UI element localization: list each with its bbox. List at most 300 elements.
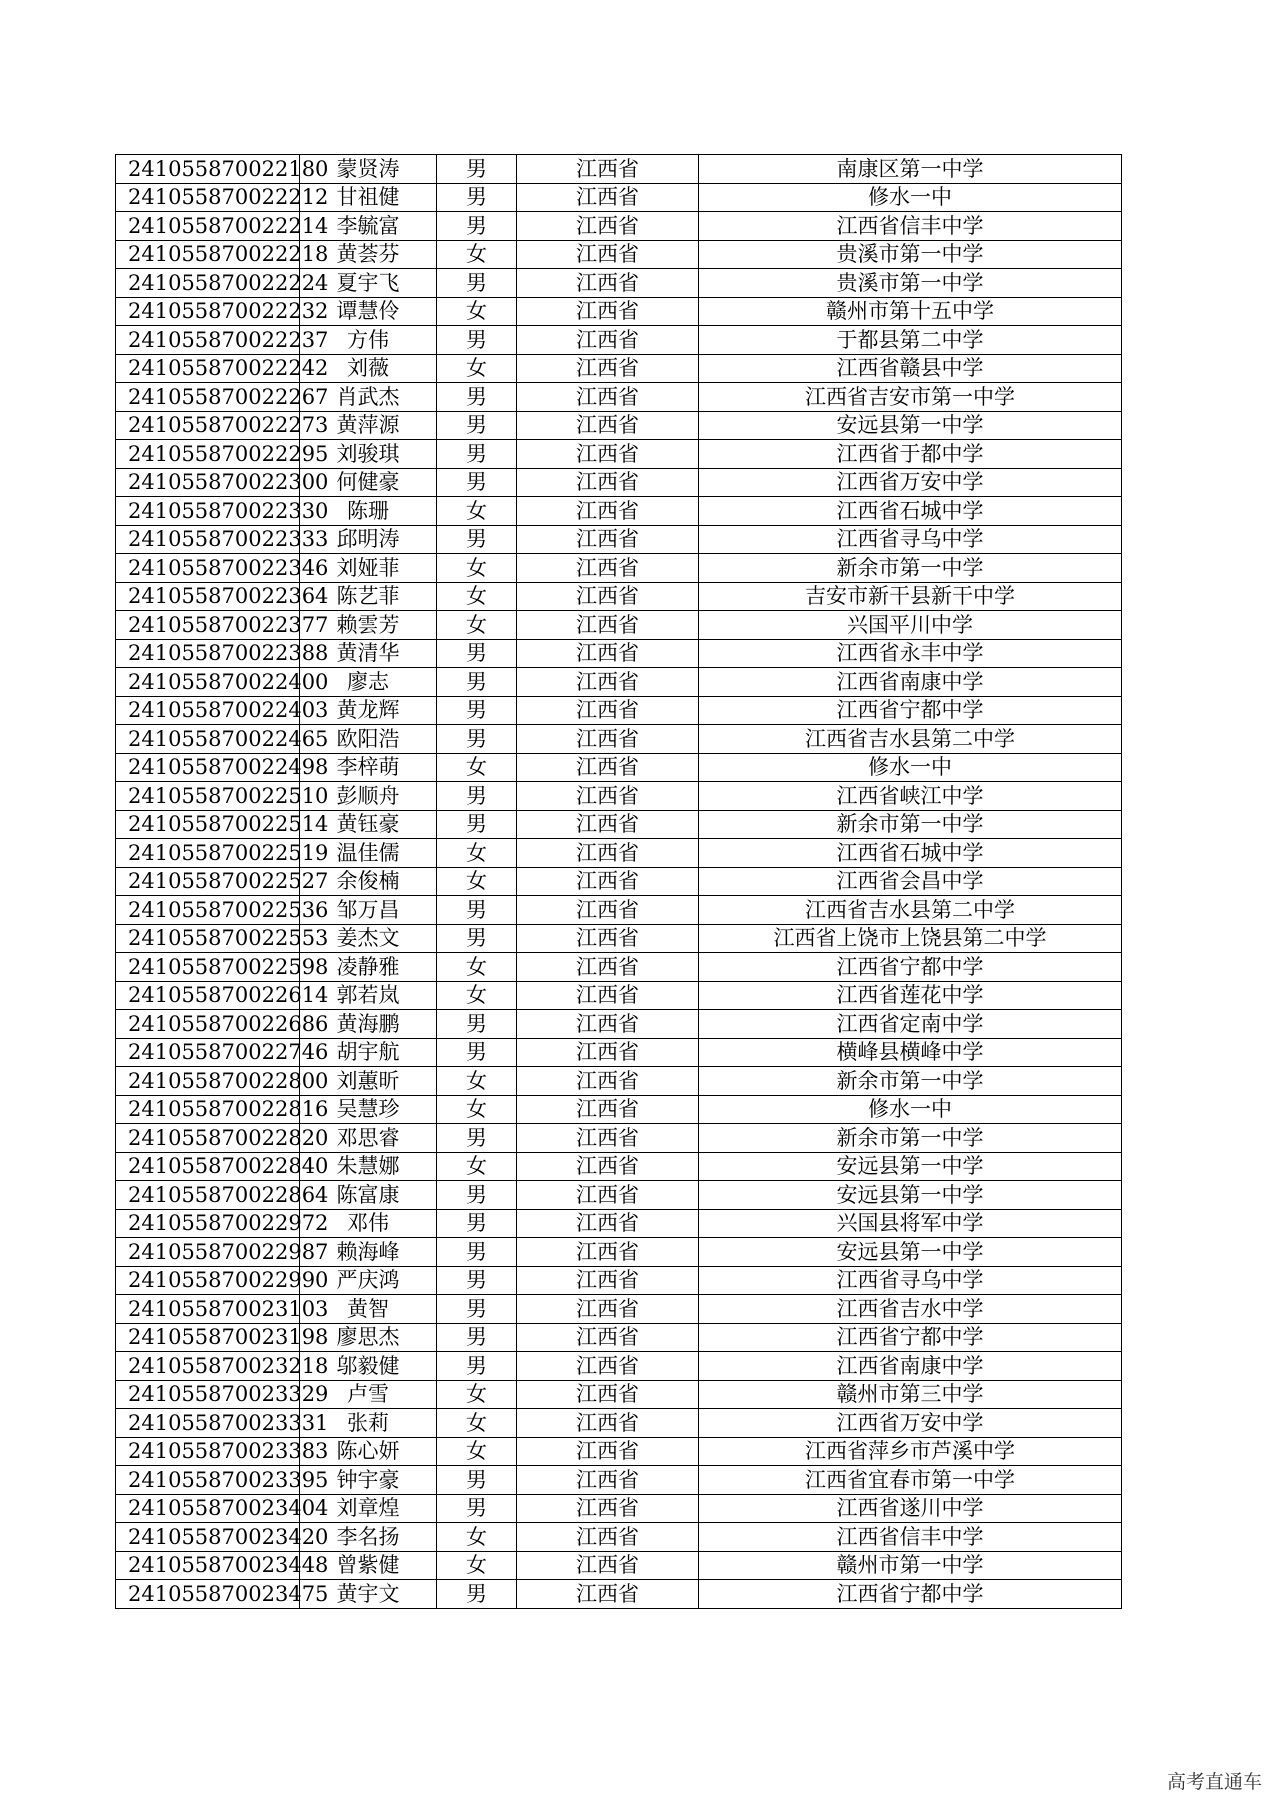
school-cell: 江西省信丰中学 (699, 212, 1122, 241)
province-cell: 江西省 (517, 1551, 699, 1580)
table-row (116, 668, 1122, 697)
school-cell: 江西省会昌中学 (699, 867, 1122, 896)
exam-number-cell: 241055870022514 (116, 810, 300, 839)
province-cell: 江西省 (517, 953, 699, 982)
student-name-cell: 曾紫健 (300, 1551, 437, 1580)
student-name-cell: 卢雪 (300, 1380, 437, 1409)
exam-number-cell: 241055870023448 (116, 1551, 300, 1580)
exam-number-cell: 241055870022465 (116, 725, 300, 754)
exam-number-cell: 241055870023420 (116, 1523, 300, 1552)
gender-cell: 女 (437, 753, 517, 782)
province-cell: 江西省 (517, 1238, 699, 1267)
table-row (116, 1295, 1122, 1324)
table-row (116, 639, 1122, 668)
student-name-cell: 黄智 (300, 1295, 437, 1324)
exam-number-cell: 241055870022553 (116, 924, 300, 953)
table-row (116, 611, 1122, 640)
exam-number-cell: 241055870022295 (116, 440, 300, 469)
province-cell: 江西省 (517, 497, 699, 526)
table-row (116, 183, 1122, 212)
province-cell: 江西省 (517, 582, 699, 611)
gender-cell: 男 (437, 1181, 517, 1210)
gender-cell: 女 (437, 1551, 517, 1580)
school-cell: 江西省赣县中学 (699, 354, 1122, 383)
exam-number-cell: 241055870023198 (116, 1323, 300, 1352)
table-row (116, 782, 1122, 811)
student-name-cell: 陈艺菲 (300, 582, 437, 611)
province-cell: 江西省 (517, 924, 699, 953)
table-row (116, 383, 1122, 412)
province-cell: 江西省 (517, 183, 699, 212)
exam-number-cell: 241055870022746 (116, 1038, 300, 1067)
school-cell: 南康区第一中学 (699, 155, 1122, 184)
gender-cell: 女 (437, 981, 517, 1010)
gender-cell: 男 (437, 468, 517, 497)
exam-number-cell: 241055870023475 (116, 1580, 300, 1609)
student-name-cell: 邬毅健 (300, 1352, 437, 1381)
gender-cell: 女 (437, 354, 517, 383)
province-cell: 江西省 (517, 1523, 699, 1552)
school-cell: 贵溪市第一中学 (699, 269, 1122, 298)
province-cell: 江西省 (517, 440, 699, 469)
table-row (116, 839, 1122, 868)
exam-number-cell: 241055870022972 (116, 1209, 300, 1238)
exam-number-cell: 241055870023395 (116, 1466, 300, 1495)
table-row (116, 212, 1122, 241)
exam-number-cell: 241055870022214 (116, 212, 300, 241)
student-name-cell: 谭慧伶 (300, 297, 437, 326)
gender-cell: 男 (437, 1038, 517, 1067)
student-name-cell: 凌静雅 (300, 953, 437, 982)
exam-number-cell: 241055870022510 (116, 782, 300, 811)
student-name-cell: 赖海峰 (300, 1238, 437, 1267)
exam-number-cell: 241055870022614 (116, 981, 300, 1010)
province-cell: 江西省 (517, 1352, 699, 1381)
school-cell: 江西省万安中学 (699, 468, 1122, 497)
gender-cell: 男 (437, 1209, 517, 1238)
student-name-cell: 黄龙辉 (300, 696, 437, 725)
school-cell: 江西省遂川中学 (699, 1494, 1122, 1523)
student-name-cell: 郭若岚 (300, 981, 437, 1010)
province-cell: 江西省 (517, 725, 699, 754)
table-row (116, 1266, 1122, 1295)
school-cell: 修水一中 (699, 183, 1122, 212)
gender-cell: 男 (437, 1124, 517, 1153)
gender-cell: 女 (437, 582, 517, 611)
school-cell: 江西省宁都中学 (699, 953, 1122, 982)
school-cell: 安远县第一中学 (699, 1181, 1122, 1210)
school-cell: 新余市第一中学 (699, 554, 1122, 583)
table-row (116, 525, 1122, 554)
province-cell: 江西省 (517, 1152, 699, 1181)
school-cell: 江西省宁都中学 (699, 1323, 1122, 1352)
province-cell: 江西省 (517, 468, 699, 497)
student-name-cell: 甘祖健 (300, 183, 437, 212)
exam-number-cell: 241055870022820 (116, 1124, 300, 1153)
student-name-cell: 邓思睿 (300, 1124, 437, 1153)
school-cell: 江西省定南中学 (699, 1010, 1122, 1039)
gender-cell: 男 (437, 440, 517, 469)
student-name-cell: 邓伟 (300, 1209, 437, 1238)
student-name-cell: 方伟 (300, 326, 437, 355)
exam-number-cell: 241055870022840 (116, 1152, 300, 1181)
student-name-cell: 余俊楠 (300, 867, 437, 896)
gender-cell: 男 (437, 725, 517, 754)
table-row (116, 497, 1122, 526)
table-row (116, 155, 1122, 184)
exam-number-cell: 241055870022224 (116, 269, 300, 298)
student-name-cell: 邱明涛 (300, 525, 437, 554)
province-cell: 江西省 (517, 1580, 699, 1609)
exam-number-cell: 241055870022377 (116, 611, 300, 640)
student-name-cell: 李梓萌 (300, 753, 437, 782)
table-row (116, 1152, 1122, 1181)
student-name-cell: 李名扬 (300, 1523, 437, 1552)
school-cell: 江西省萍乡市芦溪中学 (699, 1437, 1122, 1466)
table-row (116, 1551, 1122, 1580)
school-cell: 江西省永丰中学 (699, 639, 1122, 668)
student-list-table (115, 154, 1122, 1609)
gender-cell: 女 (437, 867, 517, 896)
province-cell: 江西省 (517, 668, 699, 697)
school-cell: 安远县第一中学 (699, 1152, 1122, 1181)
table-row (116, 867, 1122, 896)
school-cell: 新余市第一中学 (699, 1124, 1122, 1153)
gender-cell: 男 (437, 896, 517, 925)
table-row (116, 725, 1122, 754)
table-row (116, 240, 1122, 269)
gender-cell: 女 (437, 1409, 517, 1438)
province-cell: 江西省 (517, 1380, 699, 1409)
gender-cell: 女 (437, 1523, 517, 1552)
table-row (116, 440, 1122, 469)
school-cell: 贵溪市第一中学 (699, 240, 1122, 269)
student-name-cell: 刘薇 (300, 354, 437, 383)
student-name-cell: 廖志 (300, 668, 437, 697)
student-name-cell: 李毓富 (300, 212, 437, 241)
school-cell: 修水一中 (699, 1095, 1122, 1124)
table-row (116, 1494, 1122, 1523)
table-row (116, 1323, 1122, 1352)
exam-number-cell: 241055870022346 (116, 554, 300, 583)
school-cell: 新余市第一中学 (699, 810, 1122, 839)
student-name-cell: 朱慧娜 (300, 1152, 437, 1181)
table-row (116, 411, 1122, 440)
gender-cell: 男 (437, 810, 517, 839)
school-cell: 安远县第一中学 (699, 1238, 1122, 1267)
table-row (116, 896, 1122, 925)
exam-number-cell: 241055870022800 (116, 1067, 300, 1096)
gender-cell: 男 (437, 155, 517, 184)
gender-cell: 男 (437, 1266, 517, 1295)
exam-number-cell: 241055870022519 (116, 839, 300, 868)
school-cell: 江西省石城中学 (699, 839, 1122, 868)
exam-number-cell: 241055870023404 (116, 1494, 300, 1523)
province-cell: 江西省 (517, 611, 699, 640)
table-row (116, 1181, 1122, 1210)
province-cell: 江西省 (517, 1067, 699, 1096)
gender-cell: 男 (437, 383, 517, 412)
exam-number-cell: 241055870022333 (116, 525, 300, 554)
gender-cell: 女 (437, 1095, 517, 1124)
student-name-cell: 欧阳浩 (300, 725, 437, 754)
student-name-cell: 赖雲芳 (300, 611, 437, 640)
gender-cell: 男 (437, 696, 517, 725)
table-row (116, 1409, 1122, 1438)
exam-number-cell: 241055870022388 (116, 639, 300, 668)
exam-number-cell: 241055870023218 (116, 1352, 300, 1381)
province-cell: 江西省 (517, 1124, 699, 1153)
table-row (116, 1209, 1122, 1238)
table-row (116, 1095, 1122, 1124)
province-cell: 江西省 (517, 810, 699, 839)
exam-number-cell: 241055870022686 (116, 1010, 300, 1039)
student-name-cell: 钟宇豪 (300, 1466, 437, 1495)
student-name-cell: 廖思杰 (300, 1323, 437, 1352)
student-name-cell: 黄萍源 (300, 411, 437, 440)
province-cell: 江西省 (517, 1466, 699, 1495)
school-cell: 于都县第二中学 (699, 326, 1122, 355)
exam-number-cell: 241055870022242 (116, 354, 300, 383)
student-name-cell: 刘娅菲 (300, 554, 437, 583)
gender-cell: 男 (437, 639, 517, 668)
exam-number-cell: 241055870022498 (116, 753, 300, 782)
school-cell: 兴国县将军中学 (699, 1209, 1122, 1238)
school-cell: 江西省吉水中学 (699, 1295, 1122, 1324)
table-row (116, 354, 1122, 383)
school-cell: 江西省南康中学 (699, 668, 1122, 697)
exam-number-cell: 241055870022987 (116, 1238, 300, 1267)
gender-cell: 男 (437, 1494, 517, 1523)
province-cell: 江西省 (517, 639, 699, 668)
gender-cell: 男 (437, 525, 517, 554)
student-name-cell: 陈心妍 (300, 1437, 437, 1466)
school-cell: 江西省万安中学 (699, 1409, 1122, 1438)
gender-cell: 女 (437, 297, 517, 326)
student-name-cell: 肖武杰 (300, 383, 437, 412)
student-name-cell: 温佳儒 (300, 839, 437, 868)
student-name-cell: 黄宇文 (300, 1580, 437, 1609)
province-cell: 江西省 (517, 839, 699, 868)
province-cell: 江西省 (517, 354, 699, 383)
student-name-cell: 张莉 (300, 1409, 437, 1438)
exam-number-cell: 241055870023103 (116, 1295, 300, 1324)
gender-cell: 女 (437, 1437, 517, 1466)
table-row (116, 297, 1122, 326)
table-row (116, 981, 1122, 1010)
school-cell: 江西省南康中学 (699, 1352, 1122, 1381)
gender-cell: 女 (437, 554, 517, 583)
province-cell: 江西省 (517, 981, 699, 1010)
gender-cell: 男 (437, 1580, 517, 1609)
student-name-cell: 何健豪 (300, 468, 437, 497)
gender-cell: 女 (437, 611, 517, 640)
school-cell: 江西省吉水县第二中学 (699, 725, 1122, 754)
province-cell: 江西省 (517, 240, 699, 269)
school-cell: 江西省峡江中学 (699, 782, 1122, 811)
province-cell: 江西省 (517, 1295, 699, 1324)
province-cell: 江西省 (517, 896, 699, 925)
province-cell: 江西省 (517, 1209, 699, 1238)
province-cell: 江西省 (517, 326, 699, 355)
province-cell: 江西省 (517, 782, 699, 811)
table-row (116, 582, 1122, 611)
table-row (116, 1038, 1122, 1067)
table-row (116, 554, 1122, 583)
student-name-cell: 陈珊 (300, 497, 437, 526)
exam-number-cell: 241055870023331 (116, 1409, 300, 1438)
gender-cell: 男 (437, 1295, 517, 1324)
student-name-cell: 黄清华 (300, 639, 437, 668)
exam-number-cell: 241055870022403 (116, 696, 300, 725)
gender-cell: 女 (437, 240, 517, 269)
school-cell: 横峰县横峰中学 (699, 1038, 1122, 1067)
student-name-cell: 刘蕙昕 (300, 1067, 437, 1096)
gender-cell: 男 (437, 212, 517, 241)
gender-cell: 男 (437, 924, 517, 953)
student-name-cell: 刘章煌 (300, 1494, 437, 1523)
school-cell: 江西省寻乌中学 (699, 1266, 1122, 1295)
exam-number-cell: 241055870022527 (116, 867, 300, 896)
province-cell: 江西省 (517, 1409, 699, 1438)
student-name-cell: 蒙贤涛 (300, 155, 437, 184)
school-cell: 江西省石城中学 (699, 497, 1122, 526)
exam-number-cell: 241055870023329 (116, 1380, 300, 1409)
gender-cell: 女 (437, 839, 517, 868)
province-cell: 江西省 (517, 297, 699, 326)
exam-number-cell: 241055870022273 (116, 411, 300, 440)
province-cell: 江西省 (517, 554, 699, 583)
province-cell: 江西省 (517, 1095, 699, 1124)
student-name-cell: 陈富康 (300, 1181, 437, 1210)
exam-number-cell: 241055870022300 (116, 468, 300, 497)
school-cell: 赣州市第一中学 (699, 1551, 1122, 1580)
gender-cell: 男 (437, 326, 517, 355)
province-cell: 江西省 (517, 696, 699, 725)
exam-number-cell: 241055870022864 (116, 1181, 300, 1210)
school-cell: 新余市第一中学 (699, 1067, 1122, 1096)
province-cell: 江西省 (517, 1266, 699, 1295)
province-cell: 江西省 (517, 155, 699, 184)
table-row (116, 1380, 1122, 1409)
table-row (116, 269, 1122, 298)
student-name-cell: 黄钰豪 (300, 810, 437, 839)
exam-number-cell: 241055870022990 (116, 1266, 300, 1295)
table-row (116, 696, 1122, 725)
province-cell: 江西省 (517, 212, 699, 241)
exam-number-cell: 241055870022180 (116, 155, 300, 184)
table-row (116, 1437, 1122, 1466)
exam-number-cell: 241055870022237 (116, 326, 300, 355)
student-name-cell: 黄海鹏 (300, 1010, 437, 1039)
exam-number-cell: 241055870022212 (116, 183, 300, 212)
province-cell: 江西省 (517, 383, 699, 412)
student-name-cell: 黄荟芬 (300, 240, 437, 269)
school-cell: 江西省寻乌中学 (699, 525, 1122, 554)
province-cell: 江西省 (517, 1181, 699, 1210)
school-cell: 赣州市第十五中学 (699, 297, 1122, 326)
province-cell: 江西省 (517, 1038, 699, 1067)
gender-cell: 女 (437, 1152, 517, 1181)
school-cell: 赣州市第三中学 (699, 1380, 1122, 1409)
table-row (116, 1352, 1122, 1381)
gender-cell: 女 (437, 1380, 517, 1409)
gender-cell: 男 (437, 1466, 517, 1495)
gender-cell: 男 (437, 411, 517, 440)
school-cell: 江西省于都中学 (699, 440, 1122, 469)
student-name-cell: 吴慧珍 (300, 1095, 437, 1124)
province-cell: 江西省 (517, 1010, 699, 1039)
school-cell: 江西省宜春市第一中学 (699, 1466, 1122, 1495)
school-cell: 江西省信丰中学 (699, 1523, 1122, 1552)
student-name-cell: 严庆鸿 (300, 1266, 437, 1295)
province-cell: 江西省 (517, 411, 699, 440)
school-cell: 江西省吉安市第一中学 (699, 383, 1122, 412)
gender-cell: 男 (437, 782, 517, 811)
gender-cell: 男 (437, 1238, 517, 1267)
exam-number-cell: 241055870022267 (116, 383, 300, 412)
table-row (116, 1466, 1122, 1495)
exam-number-cell: 241055870022330 (116, 497, 300, 526)
province-cell: 江西省 (517, 525, 699, 554)
student-name-cell: 彭顺舟 (300, 782, 437, 811)
school-cell: 安远县第一中学 (699, 411, 1122, 440)
school-cell: 江西省莲花中学 (699, 981, 1122, 1010)
school-cell: 江西省上饶市上饶县第二中学 (699, 924, 1122, 953)
school-cell: 修水一中 (699, 753, 1122, 782)
table-row (116, 924, 1122, 953)
watermark-text: 高考直通车 (1166, 1771, 1262, 1793)
province-cell: 江西省 (517, 269, 699, 298)
gender-cell: 女 (437, 497, 517, 526)
exam-number-cell: 241055870022536 (116, 896, 300, 925)
gender-cell: 男 (437, 1010, 517, 1039)
gender-cell: 男 (437, 183, 517, 212)
exam-number-cell: 241055870022400 (116, 668, 300, 697)
table-row (116, 1523, 1122, 1552)
table-row (116, 953, 1122, 982)
student-name-cell: 邹万昌 (300, 896, 437, 925)
table-row (116, 468, 1122, 497)
gender-cell: 男 (437, 269, 517, 298)
exam-number-cell: 241055870022364 (116, 582, 300, 611)
table-row (116, 1067, 1122, 1096)
exam-number-cell: 241055870022816 (116, 1095, 300, 1124)
table-row (116, 810, 1122, 839)
gender-cell: 男 (437, 668, 517, 697)
student-name-cell: 夏宇飞 (300, 269, 437, 298)
table-row (116, 326, 1122, 355)
school-cell: 江西省吉水县第二中学 (699, 896, 1122, 925)
student-name-cell: 胡宇航 (300, 1038, 437, 1067)
province-cell: 江西省 (517, 867, 699, 896)
student-name-cell: 姜杰文 (300, 924, 437, 953)
school-cell: 江西省宁都中学 (699, 696, 1122, 725)
province-cell: 江西省 (517, 1437, 699, 1466)
exam-number-cell: 241055870022598 (116, 953, 300, 982)
table-row (116, 1580, 1122, 1609)
table-row (116, 1124, 1122, 1153)
exam-number-cell: 241055870023383 (116, 1437, 300, 1466)
table-row (116, 1010, 1122, 1039)
gender-cell: 女 (437, 953, 517, 982)
school-cell: 吉安市新干县新干中学 (699, 582, 1122, 611)
province-cell: 江西省 (517, 1323, 699, 1352)
student-list-body (116, 155, 1122, 1609)
school-cell: 江西省宁都中学 (699, 1580, 1122, 1609)
exam-number-cell: 241055870022232 (116, 297, 300, 326)
province-cell: 江西省 (517, 753, 699, 782)
